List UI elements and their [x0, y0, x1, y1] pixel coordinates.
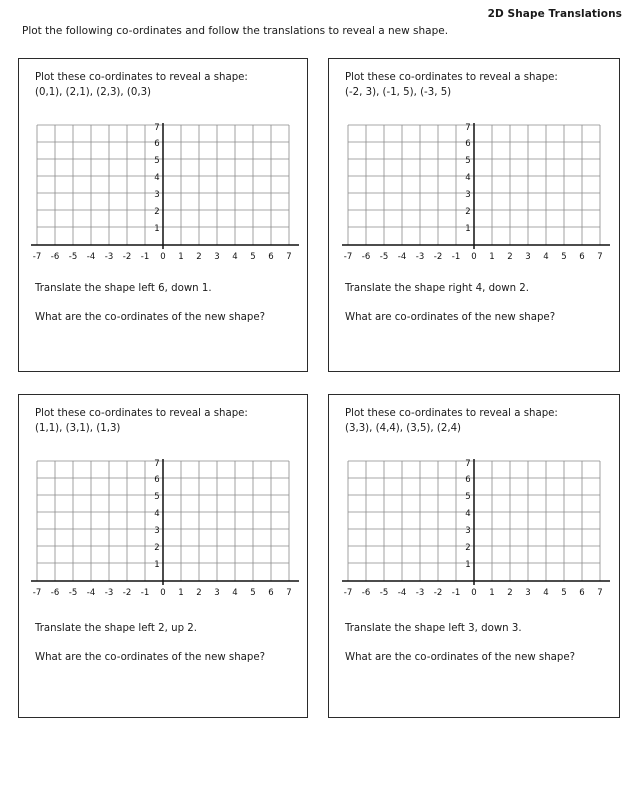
svg-text:-4: -4	[397, 588, 407, 598]
svg-text:1: 1	[154, 560, 160, 570]
svg-text:-1: -1	[451, 252, 461, 262]
svg-text:0: 0	[471, 252, 477, 262]
svg-text:4: 4	[543, 588, 549, 598]
coordinate-grid	[27, 453, 303, 603]
svg-text:2: 2	[196, 588, 202, 598]
svg-text:6: 6	[579, 252, 585, 262]
question-card	[18, 58, 308, 372]
coordinates-list: (0,1), (2,1), (2,3), (0,3)	[35, 86, 152, 98]
svg-text:1: 1	[154, 224, 160, 234]
svg-text:2: 2	[154, 207, 160, 217]
svg-text:5: 5	[465, 492, 471, 502]
plot-prompt	[345, 71, 605, 101]
svg-text:3: 3	[525, 252, 531, 262]
svg-text:3: 3	[525, 588, 531, 598]
svg-text:4: 4	[232, 252, 238, 262]
question-text: What are the co-ordinates of the new shape?	[35, 652, 266, 663]
svg-text:5: 5	[250, 252, 256, 262]
coordinate-grid-svg	[337, 117, 615, 267]
svg-text:-6: -6	[361, 252, 371, 262]
coordinate-grid-svg	[27, 117, 303, 267]
svg-text:-3: -3	[415, 252, 425, 262]
svg-text:-7: -7	[32, 252, 42, 262]
svg-text:3: 3	[465, 190, 471, 200]
svg-text:7: 7	[597, 252, 603, 262]
translation-text: Translate the shape left 6, down 1.	[35, 283, 212, 294]
svg-text:6: 6	[579, 588, 585, 598]
svg-text:1: 1	[465, 224, 471, 234]
plot-prompt-line: Plot these co-ordinates to reveal a shape:	[35, 72, 248, 83]
svg-text:4: 4	[465, 173, 471, 183]
svg-text:6: 6	[268, 252, 274, 262]
coordinate-grid	[337, 453, 615, 603]
svg-text:4: 4	[232, 588, 238, 598]
coordinate-grid	[27, 117, 303, 267]
question-text: What are the co-ordinates of the new shape?	[345, 652, 576, 663]
svg-text:6: 6	[154, 139, 160, 149]
svg-text:-2: -2	[122, 252, 132, 262]
svg-text:2: 2	[465, 543, 471, 553]
coordinates-list: (1,1), (3,1), (1,3)	[35, 422, 121, 434]
plot-prompt	[345, 407, 605, 437]
svg-text:7: 7	[465, 123, 471, 133]
svg-text:7: 7	[465, 459, 471, 469]
svg-text:5: 5	[154, 492, 160, 502]
svg-text:-4: -4	[397, 252, 407, 262]
svg-text:4: 4	[543, 252, 549, 262]
svg-text:5: 5	[561, 252, 567, 262]
svg-text:-7: -7	[343, 588, 353, 598]
svg-text:1: 1	[489, 588, 495, 598]
svg-text:-7: -7	[343, 252, 353, 262]
svg-text:-2: -2	[433, 588, 443, 598]
svg-text:0: 0	[160, 588, 166, 598]
svg-text:5: 5	[154, 156, 160, 166]
coordinate-grid	[337, 117, 615, 267]
svg-text:1: 1	[178, 588, 184, 598]
coordinate-grid-svg	[27, 453, 303, 603]
svg-text:3: 3	[154, 526, 160, 536]
svg-text:-7: -7	[32, 588, 42, 598]
svg-text:-3: -3	[104, 252, 114, 262]
plot-prompt	[35, 71, 295, 101]
coordinates-list: (-2, 3), (-1, 5), (-3, 5)	[345, 86, 452, 98]
svg-text:6: 6	[154, 475, 160, 485]
svg-text:-4: -4	[86, 252, 96, 262]
svg-text:6: 6	[465, 139, 471, 149]
svg-text:-5: -5	[68, 588, 78, 598]
plot-prompt	[35, 407, 295, 437]
question-card	[328, 394, 620, 718]
svg-text:2: 2	[154, 543, 160, 553]
svg-text:7: 7	[286, 588, 292, 598]
svg-text:7: 7	[154, 123, 160, 133]
svg-text:-4: -4	[86, 588, 96, 598]
svg-text:5: 5	[250, 588, 256, 598]
svg-text:0: 0	[160, 252, 166, 262]
translation-text: Translate the shape left 3, down 3.	[345, 623, 522, 634]
svg-text:2: 2	[196, 252, 202, 262]
instruction-text: Plot the following co-ordinates and follow the translations to reveal a new shape.	[22, 25, 449, 37]
coordinates-list: (3,3), (4,4), (3,5), (2,4)	[345, 422, 462, 434]
svg-text:6: 6	[268, 588, 274, 598]
question-card	[328, 58, 620, 372]
svg-text:-5: -5	[68, 252, 78, 262]
svg-text:7: 7	[286, 252, 292, 262]
svg-text:-6: -6	[50, 252, 60, 262]
svg-text:3: 3	[154, 190, 160, 200]
question-text: What are the co-ordinates of the new shape?	[35, 312, 266, 323]
svg-text:-5: -5	[379, 252, 389, 262]
svg-text:-6: -6	[50, 588, 60, 598]
translation-text: Translate the shape right 4, down 2.	[345, 283, 530, 294]
plot-prompt-line: Plot these co-ordinates to reveal a shape:	[35, 408, 248, 419]
svg-text:6: 6	[465, 475, 471, 485]
svg-text:5: 5	[561, 588, 567, 598]
svg-text:-3: -3	[415, 588, 425, 598]
svg-text:3: 3	[214, 588, 220, 598]
svg-text:2: 2	[465, 207, 471, 217]
plot-prompt-line: Plot these co-ordinates to reveal a shape:	[345, 72, 558, 83]
svg-text:-3: -3	[104, 588, 114, 598]
plot-prompt-line: Plot these co-ordinates to reveal a shape:	[345, 408, 558, 419]
svg-text:-1: -1	[140, 252, 150, 262]
page-title: 2D Shape Translations	[487, 8, 622, 20]
coordinate-grid-svg	[337, 453, 615, 603]
question-text: What are co-ordinates of the new shape?	[345, 312, 556, 323]
svg-text:-5: -5	[379, 588, 389, 598]
questions-grid	[18, 58, 620, 738]
svg-text:1: 1	[465, 560, 471, 570]
svg-text:1: 1	[178, 252, 184, 262]
svg-text:-1: -1	[140, 588, 150, 598]
svg-text:0: 0	[471, 588, 477, 598]
question-card	[18, 394, 308, 718]
svg-text:4: 4	[154, 173, 160, 183]
svg-text:7: 7	[154, 459, 160, 469]
translation-text: Translate the shape left 2, up 2.	[35, 623, 198, 634]
svg-text:1: 1	[489, 252, 495, 262]
svg-text:5: 5	[465, 156, 471, 166]
svg-text:-2: -2	[122, 588, 132, 598]
svg-text:2: 2	[507, 252, 513, 262]
svg-text:4: 4	[154, 509, 160, 519]
svg-text:2: 2	[507, 588, 513, 598]
svg-text:4: 4	[465, 509, 471, 519]
svg-text:-1: -1	[451, 588, 461, 598]
svg-text:7: 7	[597, 588, 603, 598]
svg-text:-6: -6	[361, 588, 371, 598]
svg-text:3: 3	[465, 526, 471, 536]
svg-text:3: 3	[214, 252, 220, 262]
svg-text:-2: -2	[433, 252, 443, 262]
